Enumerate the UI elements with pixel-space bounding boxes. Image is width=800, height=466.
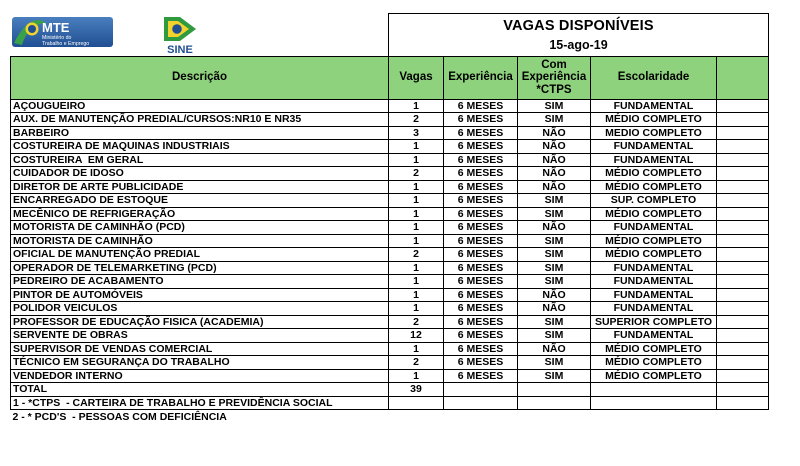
col-empty [717,56,769,99]
total-vagas: 39 [389,383,444,397]
mte-logo-text: MTE [42,20,70,35]
title-row [11,14,769,57]
table-row: MOTORISTA DE CAMINHÃO (PCD) 1 6 MESES NÃO FUNDAMENTAL [11,221,769,235]
title-cell [389,14,769,57]
table-row: DIRETOR DE ARTE PUBLICIDADE 1 6 MESES NÃO MÉDIO COMPLETO [11,180,769,194]
note-ctps: 1 - *CTPS - CARTEIRA DE TRABALHO E PREVIDÊNCIA SOCIAL [11,396,389,410]
table-row: PEDREIRO DE ACABAMENTO 1 6 MESES SIM FUNDAMENTAL [11,275,769,289]
col-vagas: Vagas [389,56,444,99]
vacancies-table [10,13,769,424]
column-headers [11,56,769,99]
table-row: VENDEDOR INTERNO 1 6 MESES SIM MÉDIO COMPLETO [11,369,769,383]
table-row: MOTORISTA DE CAMINHÃO 1 6 MESES SIM MÉDIO COMPLETO [11,234,769,248]
table-row: OFICIAL DE MANUTENÇÃO PREDIAL 2 6 MESES SIM MÉDIO COMPLETO [11,248,769,262]
svg-text:Ministério do: Ministério do [42,35,72,41]
note-pcd: 2 - * PCD'S - PESSOAS COM DEFICIÊNCIA [12,411,227,423]
table-row: MECÊNICO DE REFRIGERAÇÃO 1 6 MESES SIM MÉDIO COMPLETO [11,207,769,221]
table-row: COSTUREIRA DE MAQUINAS INDUSTRIAIS 1 6 MESES NÃO FUNDAMENTAL [11,140,769,154]
logo-cell [11,14,389,57]
table-row: ENCARREGADO DE ESTOQUE 1 6 MESES SIM SUP. COMPLETO [11,194,769,208]
table-row: PROFESSOR DE EDUCAÇÃO FISICA (ACADEMIA) 2 6 MESES SIM SUPERIOR COMPLETO [11,315,769,329]
col-com-experiencia: Com Experiência *CTPS [518,56,591,99]
table-row: POLIDOR VEICULOS 1 6 MESES NÃO FUNDAMENTAL [11,302,769,316]
col-escolaridade: Escolaridade [591,56,717,99]
report-date: 15-ago-19 [549,37,608,52]
table-row: OPERADOR DE TELEMARKETING (PCD) 1 6 MESES SIM FUNDAMENTAL [11,261,769,275]
total-row [11,383,769,397]
note-row [11,396,769,410]
table-row: AUX. DE MANUTENÇÃO PREDIAL/CURSOS:NR10 E NR35 2 6 MESES SIM MÉDIO COMPLETO [11,113,769,127]
table-row: SUPERVISOR DE VENDAS COMERCIAL 1 6 MESES NÃO MÉDIO COMPLETO [11,342,769,356]
table-row: SERVENTE DE OBRAS 12 6 MESES SIM FUNDAMENTAL [11,329,769,343]
note-row [11,410,769,425]
table-row: COSTUREIRA EM GERAL 1 6 MESES NÃO FUNDAMENTAL [11,153,769,167]
table-row: PINTOR DE AUTOMÓVEIS 1 6 MESES NÃO FUNDAMENTAL [11,288,769,302]
table-row: TÉCNICO EM SEGURANÇA DO TRABALHO 2 6 MESES SIM MÉDIO COMPLETO [11,356,769,370]
table-row: AÇOUGUEIRO 1 6 MESES SIM FUNDAMENTAL [11,99,769,113]
table-row: BARBEIRO 3 6 MESES NÃO MEDIO COMPLETO [11,126,769,140]
svg-text:Trabalho e Emprego: Trabalho e Emprego [42,41,90,47]
col-experiencia: Experiência [444,56,518,99]
col-descricao: Descrição [11,56,389,99]
table-row: CUIDADOR DE IDOSO 2 6 MESES NÃO MÉDIO COMPLETO [11,167,769,181]
sine-logo-text: SINE [167,44,193,55]
page-title: VAGAS DISPONÍVEIS [503,17,654,34]
total-label: TOTAL [11,383,389,397]
